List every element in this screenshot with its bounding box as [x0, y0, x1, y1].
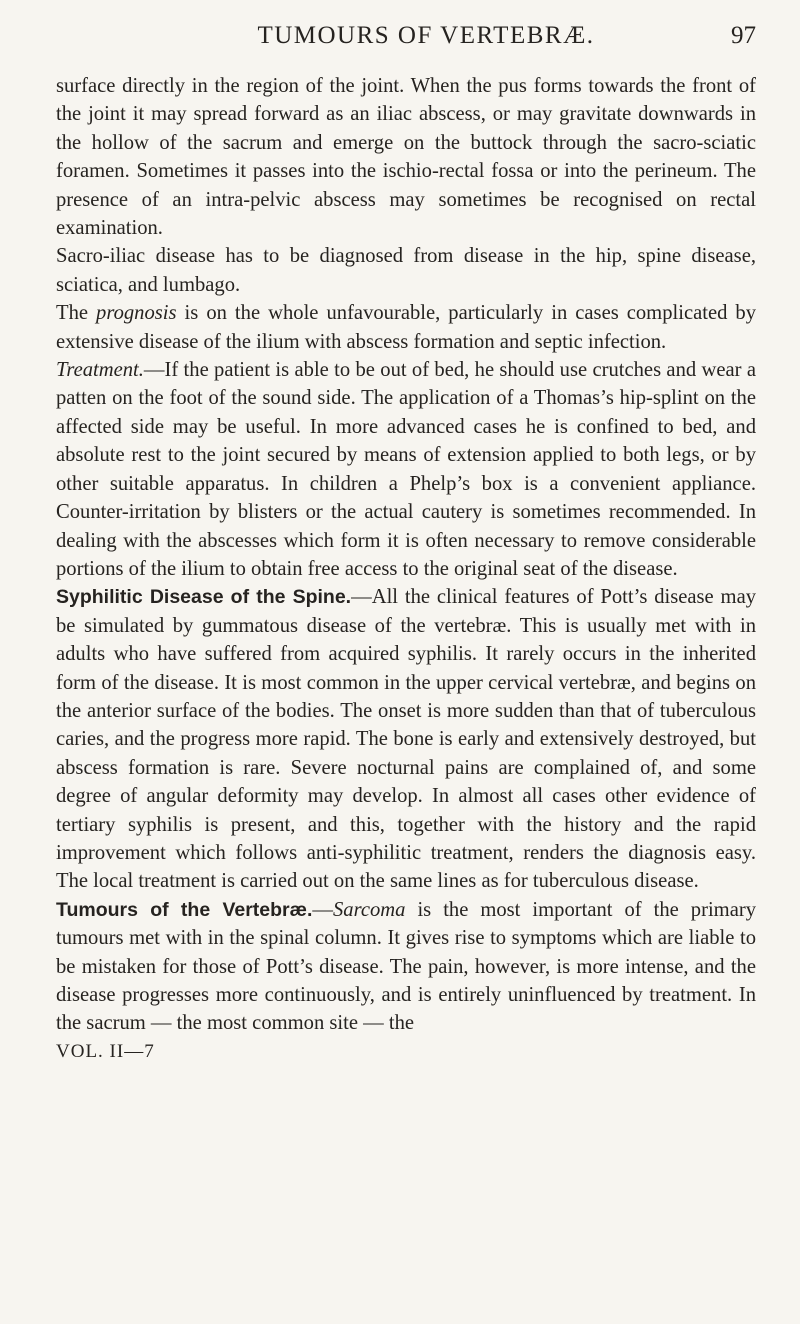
- paragraph-prognosis: [56, 299, 756, 356]
- sarcoma-term: Sarcoma: [333, 898, 406, 921]
- signature-mark: VOL. II—7: [56, 1040, 155, 1062]
- paragraph-pus-spread: [56, 72, 756, 242]
- paragraph-lead: The: [56, 302, 97, 325]
- running-title: TUMOURS OF VERTEBRÆ.: [257, 22, 595, 49]
- paragraph-text: is on the whole unfavourable, particularly in cases complicated by extensive disease of the ilium with abscess formation and septic infection.: [56, 302, 756, 353]
- body-text: [56, 72, 756, 1066]
- paragraph-text: is the most important of the primary tumours met with in the spinal column. It gives rise to symptoms which are liable to be mistaken for those of Pott’s disease. The pain, however, is more intense, and the disease progresses more continuously, and is entirely uninfluenced by treatment. In the sacrum — the most common site — the: [56, 898, 756, 1035]
- paragraph-treatment: [56, 356, 756, 583]
- paragraph-diagnosis: [56, 242, 756, 299]
- running-head: [56, 18, 756, 54]
- paragraph-tumours: [56, 896, 756, 1038]
- paragraph-syphilitic-disease: [56, 583, 756, 895]
- section-heading-syphilitic: Syphilitic Disease of the Spine.: [56, 586, 352, 609]
- treatment-term: Treatment.: [56, 359, 144, 382]
- paragraph-text: Sacro-iliac disease has to be diagnosed from disease in the hip, spine disease, sciatica, and lumbago.: [56, 245, 756, 296]
- section-heading-tumours: Tumours of the Vertebræ.: [56, 898, 313, 921]
- prognosis-term: prognosis: [96, 302, 177, 325]
- page-number: 97: [731, 22, 756, 49]
- paragraph-text: —All the clinical features of Pott’s disease may be simulated by gummatous disease of the vertebræ. This is usually met with in adults who have suffered from acquired syphilis. It rarely occurs in the inherited form of the disease. It is most common in the upper cervical vertebræ, and begins on the anterior surface of the bodies. The onset is more sudden than that of tuberculous caries, and the progress more rapid. The bone is early and extensively destroyed, but abscess formation is rare. Severe nocturnal pains are complained of, and some degree of angular deformity may develop. In almost all cases other evidence of tertiary syphilis is present, and this, together with the history and the rapid improvement which follows anti-syphilitic treatment, renders the diagnosis easy. The local treatment is carried out on the same lines as for tuberculous disease.: [56, 586, 757, 893]
- paragraph-text: surface directly in the region of the joint. When the pus forms towards the front of the joint it may spread forward as an iliac abscess, or may gravitate downwards in the hollow of the sacrum and emerge on the buttock through the sacro-sciatic foramen. Sometimes it passes into the ischio-rectal fossa or into the perineum. The presence of an intra-pelvic abscess may sometimes be recognised on rectal examination.: [56, 75, 756, 240]
- paragraph-text: —If the patient is able to be out of bed, he should use crutches and wear a patten on the foot of the sound side. The application of a Thomas’s hip-splint on the affected side may be useful. In more advanced cases he is confined to bed, and absolute rest to the joint secured by means of extension applied to both legs, or by other suitable apparatus. In children a Phelp’s box is a convenient appliance. Counter-irritation by blisters or the actual cautery is sometimes recommended. In dealing with the abscesses which form it is often necessary to remove considerable portions of the ilium to obtain free access to the original seat of the disease.: [56, 359, 756, 580]
- heading-dash: —: [312, 898, 333, 921]
